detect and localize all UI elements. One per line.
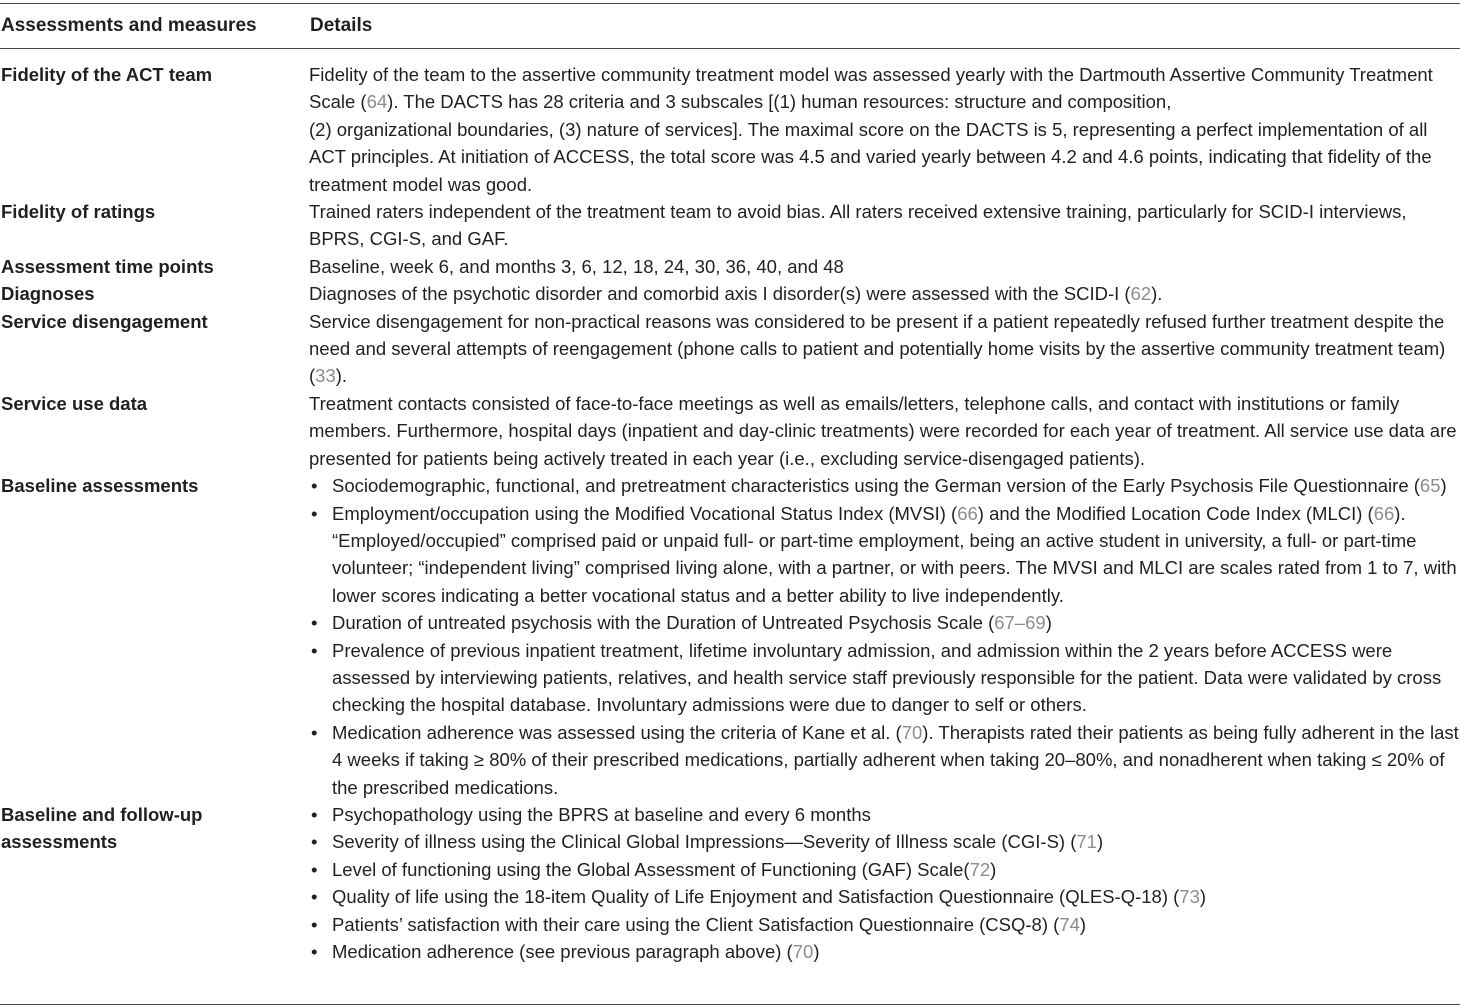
reference-link[interactable]: 64 [366, 91, 388, 113]
table-row [0, 308, 1460, 390]
bullet-list [309, 801, 1460, 965]
list-item: • Patients’ satisfaction with their care using the Client Satisfaction Questionnaire (CSQ-8) (74) [309, 911, 1460, 938]
row-label: Baseline and follow-up assessments [1, 803, 203, 853]
column-header-details: Details [310, 15, 373, 36]
reference-link[interactable]: 74 [1059, 913, 1080, 935]
reference-link[interactable]: 71 [1076, 831, 1097, 853]
list-item: • Medication adherence (see previous paragraph above) (70) [309, 938, 1460, 965]
row-details [309, 472, 1460, 801]
list-item: • Sociodemographic, functional, and pretreatment characteristics using the German version of the Early Psychosis File Questionnaire (65) [309, 472, 1460, 499]
table-row [0, 61, 1460, 198]
reference-link[interactable]: 66 [957, 502, 978, 524]
row-label: Baseline assessments [1, 475, 199, 497]
table-row [0, 198, 1460, 253]
reference-link[interactable]: 65 [1419, 475, 1441, 497]
row-label: Assessment time points [1, 255, 214, 277]
row-details: Trained raters independent of the treatment team to avoid bias. All raters received extensive training, particularly for SCID-I interviews, BPRS, CGI-S, and GAF. [309, 201, 1407, 250]
list-item: • Severity of illness using the Clinical Global Impressions—Severity of Illness scale (CGI-S) (71) [309, 828, 1460, 855]
table-row [0, 390, 1460, 472]
reference-link[interactable]: 62 [1130, 283, 1152, 305]
row-label: Fidelity of the ACT team [1, 64, 213, 85]
row-details: Service disengagement for non-practical reasons was considered to be present if a patient repeatedly refused further treatment despite the need and several attempts of reengagement (phone calls to patient and potentially home visits by the assertive community treatment team) (33). [309, 310, 1446, 387]
row-label: Diagnoses [1, 283, 95, 305]
list-item: • Psychopathology using the BPRS at baseline and every 6 months [309, 801, 1460, 828]
list-item: • Medication adherence was assessed using the criteria of Kane et al. (70). Therapists rated their patients as being fully adherent in the last 4 weeks if taking ≥ 80% of their prescribed medications, partially adherent when taking 20–80%, and nonadherent when taking ≤ 20% of the prescribed medications. [309, 719, 1460, 801]
list-item: • Employment/occupation using the Modified Vocational Status Index (MVSI) (66) and the Modified Location Code Index (MLCI) (66). “Employed/occupied” comprised paid or unpaid full- or part-time employment, being an active student in university, a full- or part-time volunteer; “independent living” comprised living alone, with a partner, or with peers. The MVSI and MLCI are scales rated from 1 to 7, with lower scores indicating a better vocational status and a better ability to live independently. [309, 500, 1460, 610]
table-row [0, 472, 1460, 801]
row-label: Service disengagement [1, 310, 208, 332]
table-top-rule [0, 3, 1460, 4]
reference-link[interactable]: 33 [315, 365, 336, 387]
reference-link[interactable]: 72 [969, 858, 991, 880]
list-item: • Duration of untreated psychosis with the Duration of Untreated Psychosis Scale (67–69) [309, 609, 1460, 636]
row-details: Diagnoses of the psychotic disorder and comorbid axis I disorder(s) were assessed with the SCID-I (62). [309, 283, 1163, 305]
reference-link[interactable]: 67–69 [994, 612, 1046, 634]
table-body [0, 61, 1460, 965]
reference-link[interactable]: 70 [901, 721, 923, 743]
column-header-assessments: Assessments and measures [1, 15, 257, 36]
row-details: Baseline, week 6, and months 3, 6, 12, 18, 24, 30, 36, 40, and 48 [309, 255, 844, 277]
table-row [0, 253, 1460, 280]
bullet-list [309, 472, 1460, 801]
list-item: • Prevalence of previous inpatient treatment, lifetime involuntary admission, and admission within the 2 years before ACCESS were assessed by interviewing patients, relatives, and health service staff previously responsible for the patient. Data were validated by cross checking the hospital database. Involuntary admissions were due to danger to self or others. [309, 637, 1460, 719]
reference-link[interactable]: 66 [1373, 502, 1395, 524]
row-label: Fidelity of ratings [1, 201, 156, 223]
row-details: Fidelity of the team to the assertive community treatment model was assessed yearly with the Dartmouth Assertive Community Treatment Scale (64). The DACTS has 28 criteria and 3 subscales [(1) human resources: structure and composition, (2) organizational boundaries, (3) nature of services]. The maximal score on the DACTS is 5, representing a perfect implementation of all ACT principles. At initiation of ACCESS, the total score was 4.5 and varied yearly between 4.2 and 4.6 points, indicating that fidelity of the treatment model was good. [309, 64, 1433, 195]
list-item: • Level of functioning using the Global Assessment of Functioning (GAF) Scale(72) [309, 856, 1460, 883]
row-details [309, 801, 1460, 965]
reference-link[interactable]: 70 [792, 941, 814, 962]
row-label: Service use data [1, 392, 148, 414]
table-bottom-rule [0, 1004, 1460, 1005]
table-row [0, 801, 1460, 965]
table-row [0, 280, 1460, 307]
reference-link[interactable]: 73 [1179, 886, 1200, 908]
row-details: Treatment contacts consisted of face-to-face meetings as well as emails/letters, telephone calls, and contact with institutions or family members. Furthermore, hospital days (inpatient and day-clinic treatments) were recorded for each year of treatment. All service use data are presented for patients being actively treated in each year (i.e., excluding service-disengaged patients). [309, 392, 1457, 469]
table-header-rule [0, 48, 1460, 49]
list-item: • Quality of life using the 18-item Quality of Life Enjoyment and Satisfaction Questionnaire (QLES-Q-18) (73) [309, 883, 1460, 910]
